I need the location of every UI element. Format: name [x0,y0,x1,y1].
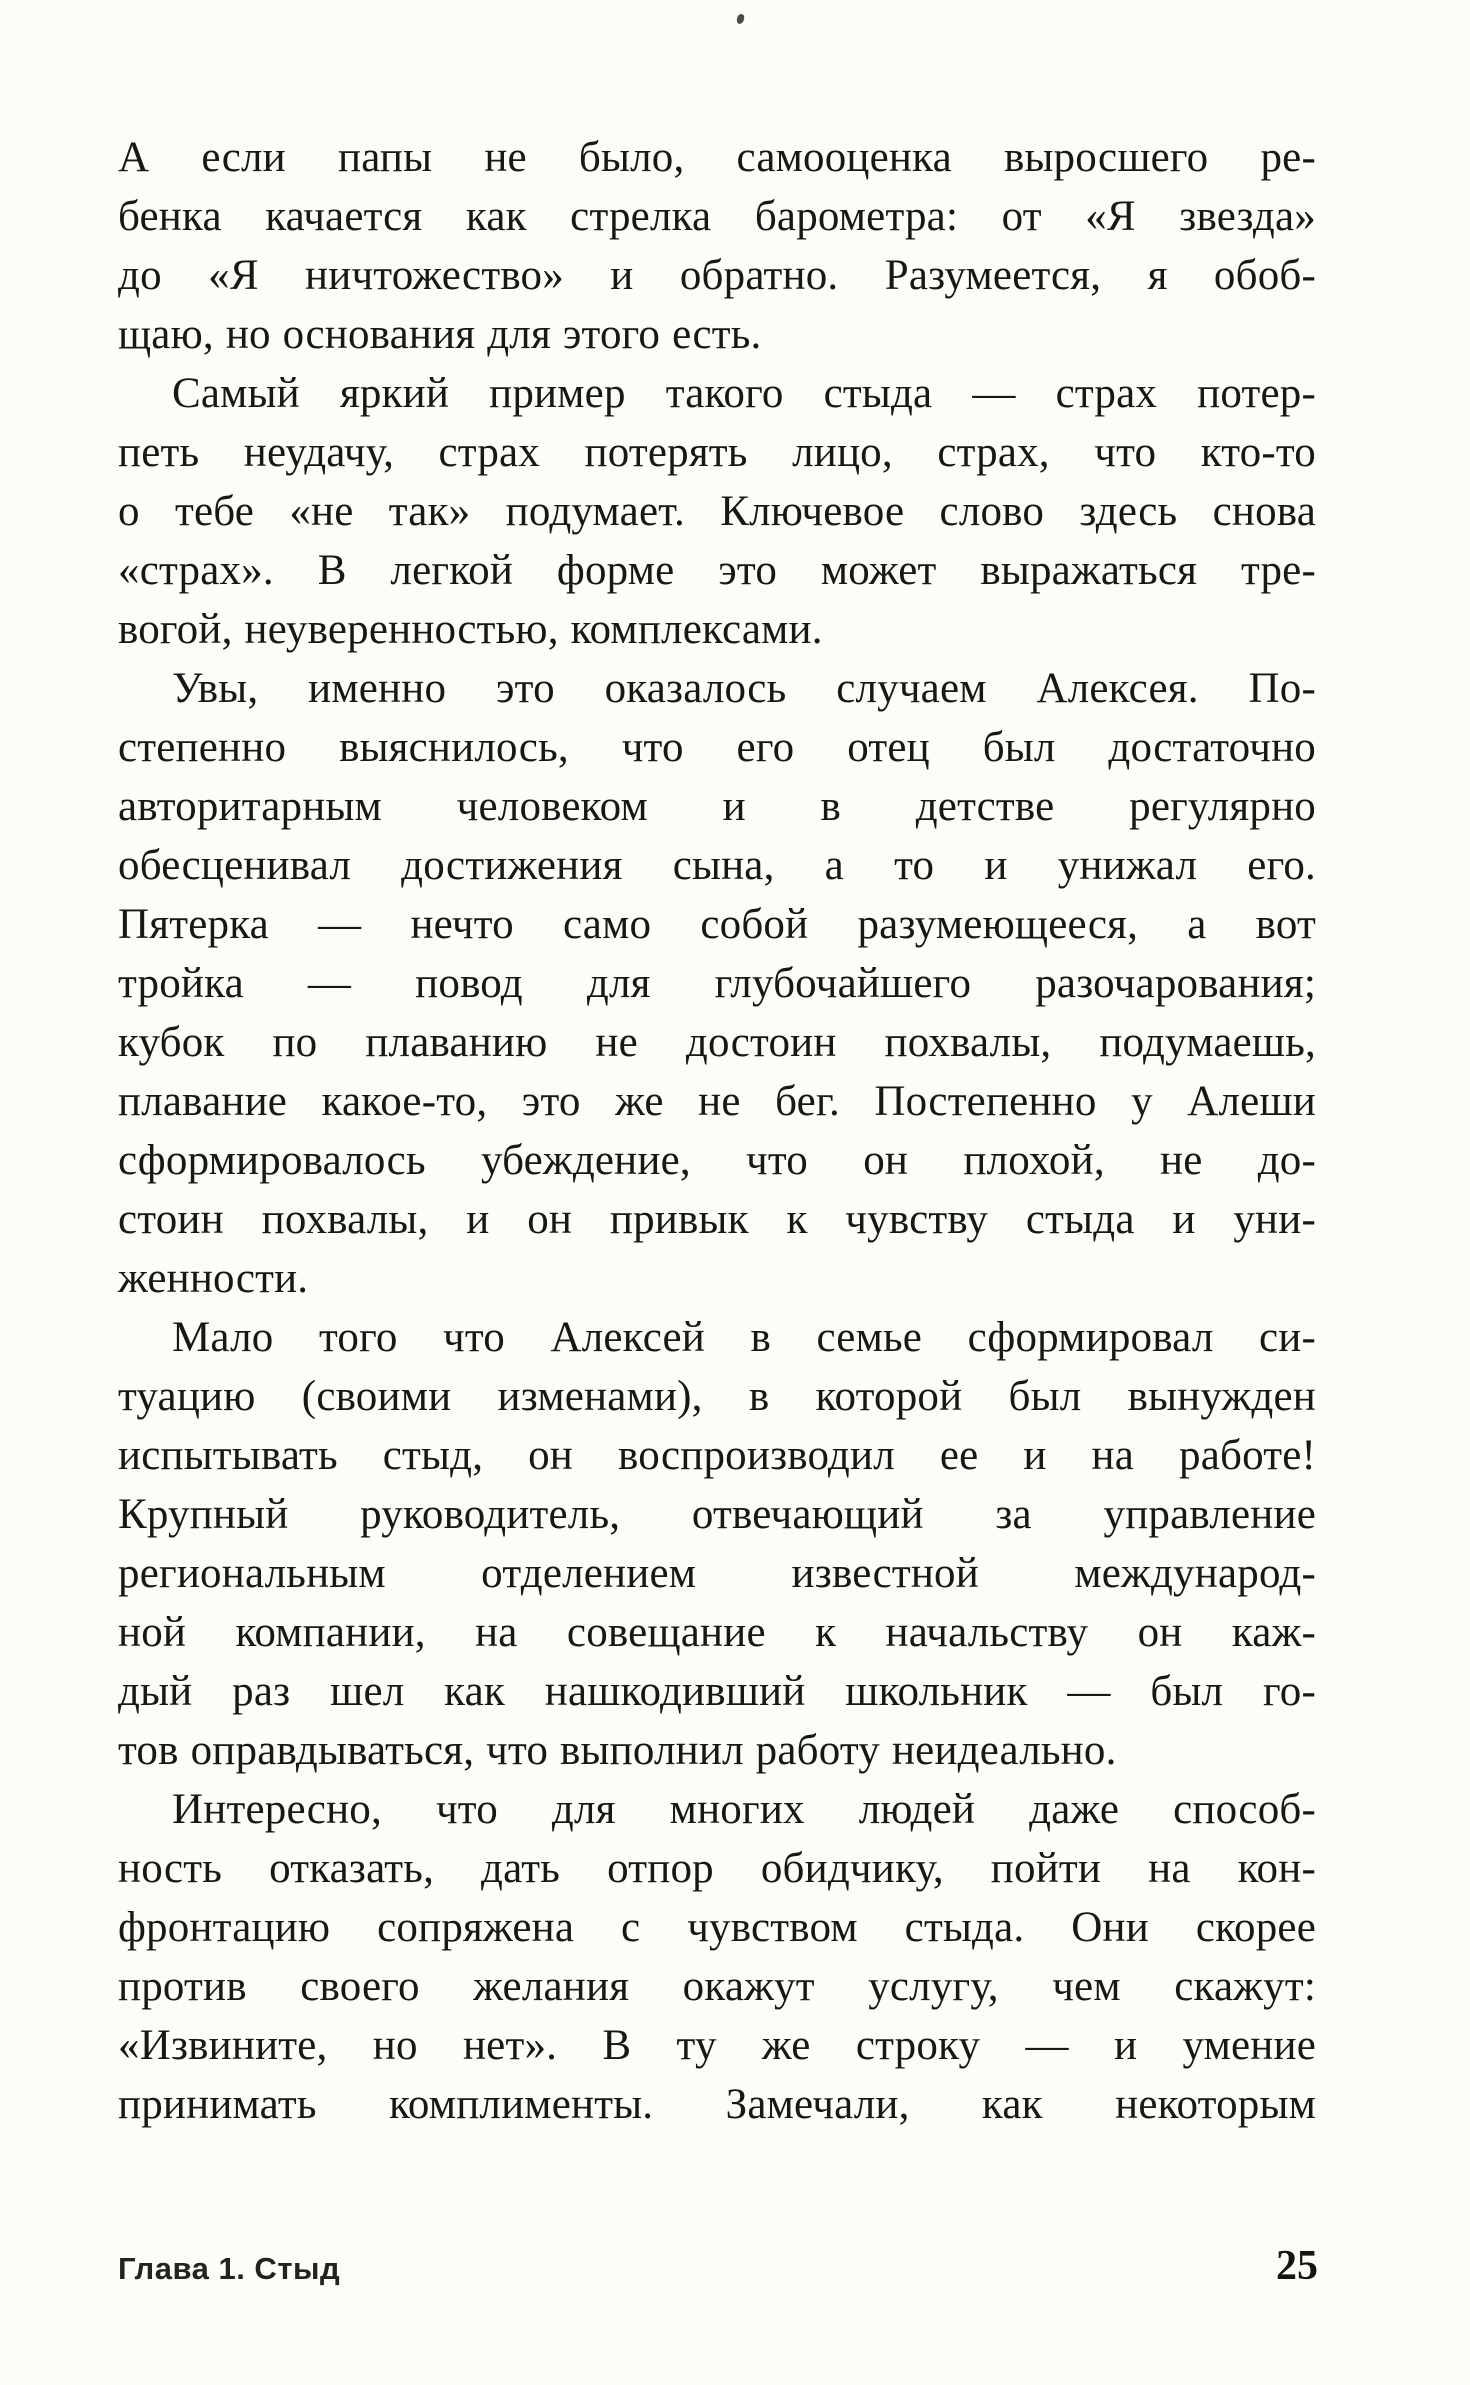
text-line: А если папы не было, самооценка выросшего ре- [118,134,1316,181]
text-line: сформировалось убеждение, что он плохой, не до- [118,1137,1316,1184]
text-line: Крупный руководитель, отвечающий за управление [118,1491,1316,1538]
text-line: о тебе «не так» подумает. Ключевое слово здесь снова [118,488,1316,535]
text-line: «Извините, но нет». В ту же строку — и умение [118,2022,1316,2069]
text-line: Самый яркий пример такого стыда — страх потер- [172,370,1316,417]
text-line: дый раз шел как нашкодивший школьник — был го- [118,1668,1316,1715]
paragraph [118,128,1316,364]
text-line: ной компании, на совещание к начальству он каж- [118,1609,1316,1656]
text-line: туацию (своими изменами), в которой был вынужден [118,1373,1316,1420]
text-line: региональным отделением известной международ- [118,1550,1316,1597]
text-line: до «Я ничтожество» и обратно. Разумеется, я обоб- [118,252,1316,299]
text-line: испытывать стыд, он воспроизводил ее и на работе! [118,1432,1316,1479]
text-line: бенка качается как стрелка барометра: от «Я звезда» [118,193,1316,240]
paragraph [118,1308,1316,1780]
body-text [118,128,1316,2134]
text-line: плавание какое-то, это же не бег. Постепенно у Алеши [118,1078,1316,1125]
text-line: против своего желания окажут услугу, чем скажут: [118,1963,1316,2010]
text-line: авторитарным человеком и в детстве регулярно [118,783,1316,830]
text-line: обесценивал достижения сына, а то и унижал его. [118,842,1316,889]
page-footer [118,2242,1318,2290]
text-line: фронтацию сопряжена с чувством стыда. Они скорее [118,1904,1316,1951]
text-line: Интересно, что для многих людей даже способ- [172,1786,1316,1833]
text-line: щаю, но основания для этого есть. [118,311,762,358]
text-line: ность отказать, дать отпор обидчику, пойти на кон- [118,1845,1316,1892]
scan-artifact-speck [736,13,745,24]
text-line: принимать комплименты. Замечали, как некоторым [118,2081,1316,2128]
text-line: тов оправдываться, что выполнил работу неидеально. [118,1727,1117,1774]
text-line: вогой, неуверенностью, комплексами. [118,606,823,653]
paragraph [118,1780,1316,2134]
footer-chapter-title: Глава 1. Стыд [118,2251,341,2286]
text-line: женности. [118,1255,309,1302]
text-line: степенно выяснилось, что его отец был достаточно [118,724,1316,771]
text-line: Увы, именно это оказалось случаем Алексея. По- [172,665,1316,712]
text-line: Мало того что Алексей в семье сформировал си- [172,1314,1316,1361]
text-line: петь неудачу, страх потерять лицо, страх, что кто-то [118,429,1316,476]
paragraph [118,364,1316,659]
text-line: стоин похвалы, и он привык к чувству стыда и уни- [118,1196,1316,1243]
text-line: тройка — повод для глубочайшего разочарования; [118,960,1316,1007]
paragraph [118,659,1316,1308]
text-line: кубок по плаванию не достоин похвалы, подумаешь, [118,1019,1316,1066]
text-line: Пятерка — нечто само собой разумеющееся, а вот [118,901,1316,948]
footer-page-number: 25 [1276,2243,1318,2289]
text-line: «страх». В легкой форме это может выражаться тре- [118,547,1316,594]
